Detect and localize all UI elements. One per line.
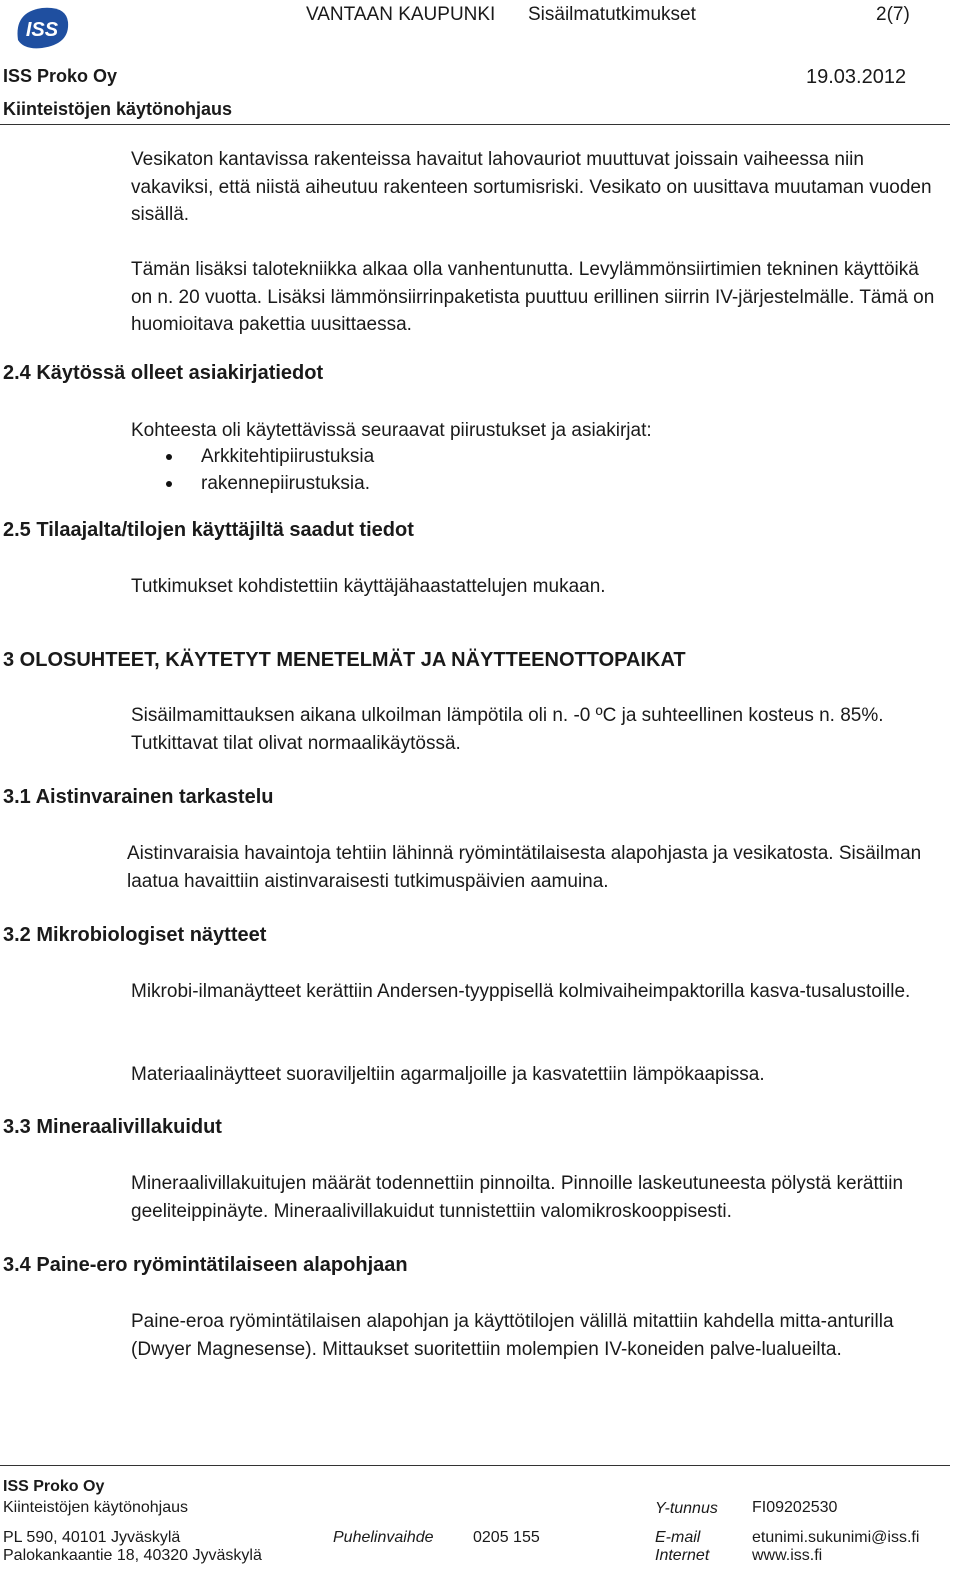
section-3-4-title: 3.4 Paine-ero ryömintätilaiseen alapohjaan	[3, 1254, 408, 1276]
header-subject: Sisäilmatutkimukset	[528, 4, 696, 25]
section-3-3-text: Mineraalivillakuitujen määrät todennettiin pinnoilta. Pinnoille laskeutuneesta pölystä kerättiin geeliteippinäyte. Mineraalivillakuidut tunnistettiin valomikroskooppisesti.	[131, 1173, 904, 1222]
header-rule	[0, 124, 950, 125]
header-department: Kiinteistöjen käytönohjaus	[3, 99, 233, 119]
footer-ytunnus-label: Y-tunnus	[655, 1500, 718, 1517]
footer-email[interactable]: etunimi.sukunimi@iss.fi	[752, 1529, 920, 1546]
header-date: 19.03.2012	[806, 66, 907, 88]
header-company: ISS Proko Oy	[3, 66, 118, 86]
section-3-text: Sisäilmamittauksen aikana ulkoilman lämpötila oli n. -0 ºC ja suhteellinen kosteus n. 85%. Tutkittavat tilat olivat normaalikäytössä.	[131, 705, 884, 754]
section-3-1-title: 3.1 Aistinvarainen tarkastelu	[3, 786, 274, 808]
section-3-2-text-2: Materiaalinäytteet suoraviljeltiin agarmaljoille ja kasvatettiin lämpökaapissa.	[131, 1064, 765, 1085]
footer-ytunnus: FI09202530	[752, 1499, 838, 1516]
section-2-4-title: 2.4 Käytössä olleet asiakirjatiedot	[3, 362, 324, 384]
footer-department: Kiinteistöjen käytönohjaus	[3, 1499, 189, 1516]
bullet-icon	[166, 454, 172, 460]
section-3-title: 3 OLOSUHTEET, KÄYTETYT MENETELMÄT JA NÄYTTEENOTTOPAIKAT	[3, 649, 686, 671]
list-item: rakennepiirustuksia.	[201, 473, 370, 494]
footer-phone-label: Puhelinvaihde	[333, 1529, 434, 1546]
list-item: Arkkitehtipiirustuksia	[201, 446, 375, 467]
footer-address-1: PL 590, 40101 Jyväskylä	[3, 1529, 181, 1546]
section-3-1-text: Aistinvaraisia havaintoja tehtiin lähinnä ryömintätilaisesta alapohjasta ja vesikatosta. Sisäilman laatua havaittiin aistinvaraisesti tutkimuspäivien aamuina.	[127, 843, 922, 892]
intro-paragraph-1: Vesikaton kantavissa rakenteissa havaitut lahovauriot muuttuvat joissain vaiheessa niin vakaviksi, että niistä aiheutuu rakenteen sortumisriski. Vesikato on uusittava muutaman vuoden sisällä.	[131, 149, 932, 225]
footer-company: ISS Proko Oy	[3, 1478, 105, 1495]
section-2-5-title: 2.5 Tilaajalta/tilojen käyttäjiltä saadut tiedot	[3, 519, 414, 541]
section-2-4-text: Kohteesta oli käytettävissä seuraavat piirustukset ja asiakirjat:	[131, 420, 652, 441]
footer-web[interactable]: www.iss.fi	[752, 1547, 823, 1564]
header-page: 2(7)	[876, 4, 910, 25]
section-3-3-title: 3.3 Mineraalivillakuidut	[3, 1116, 222, 1138]
section-3-2-text-1: Mikrobi-ilmanäytteet kerättiin Andersen-tyyppisellä kolmivaiheimpaktorilla kasva-tusalustoille.	[131, 981, 911, 1002]
section-3-2-title: 3.2 Mikrobiologiset näytteet	[3, 924, 267, 946]
footer-phone: 0205 155	[473, 1529, 540, 1546]
iss-logo	[12, 2, 72, 52]
section-3-4-text: Paine-eroa ryömintätilaisen alapohjan ja käyttötilojen välillä mitattiin kahdella mitta-anturilla (Dwyer Magnesense). Mittaukset suoritettiin molempien IV-koneiden palve-lualueilta.	[131, 1311, 894, 1360]
footer-address-2: Palokankaantie 18, 40320 Jyväskylä	[3, 1547, 262, 1564]
bullet-icon	[166, 481, 172, 487]
svg-text:ISS: ISS	[25, 19, 59, 41]
section-2-5-text: Tutkimukset kohdistettiin käyttäjähaastattelujen mukaan.	[131, 576, 606, 597]
header-city: VANTAAN KAUPUNKI	[306, 4, 496, 25]
footer-internet-label: Internet	[655, 1547, 710, 1564]
iss-logo-icon	[12, 2, 72, 52]
footer-email-label: E-mail	[655, 1529, 701, 1546]
intro-paragraph-2: Tämän lisäksi talotekniikka alkaa olla vanhentunutta. Levylämmönsiirtimien tekninen käyttöikä on n. 20 vuotta. Lisäksi lämmönsiirrinpaketista puuttuu erillinen siirrin IV-järjestelmälle. Tämä on huomioitava pakettia uusittaessa.	[131, 259, 935, 335]
footer-rule	[0, 1465, 950, 1466]
